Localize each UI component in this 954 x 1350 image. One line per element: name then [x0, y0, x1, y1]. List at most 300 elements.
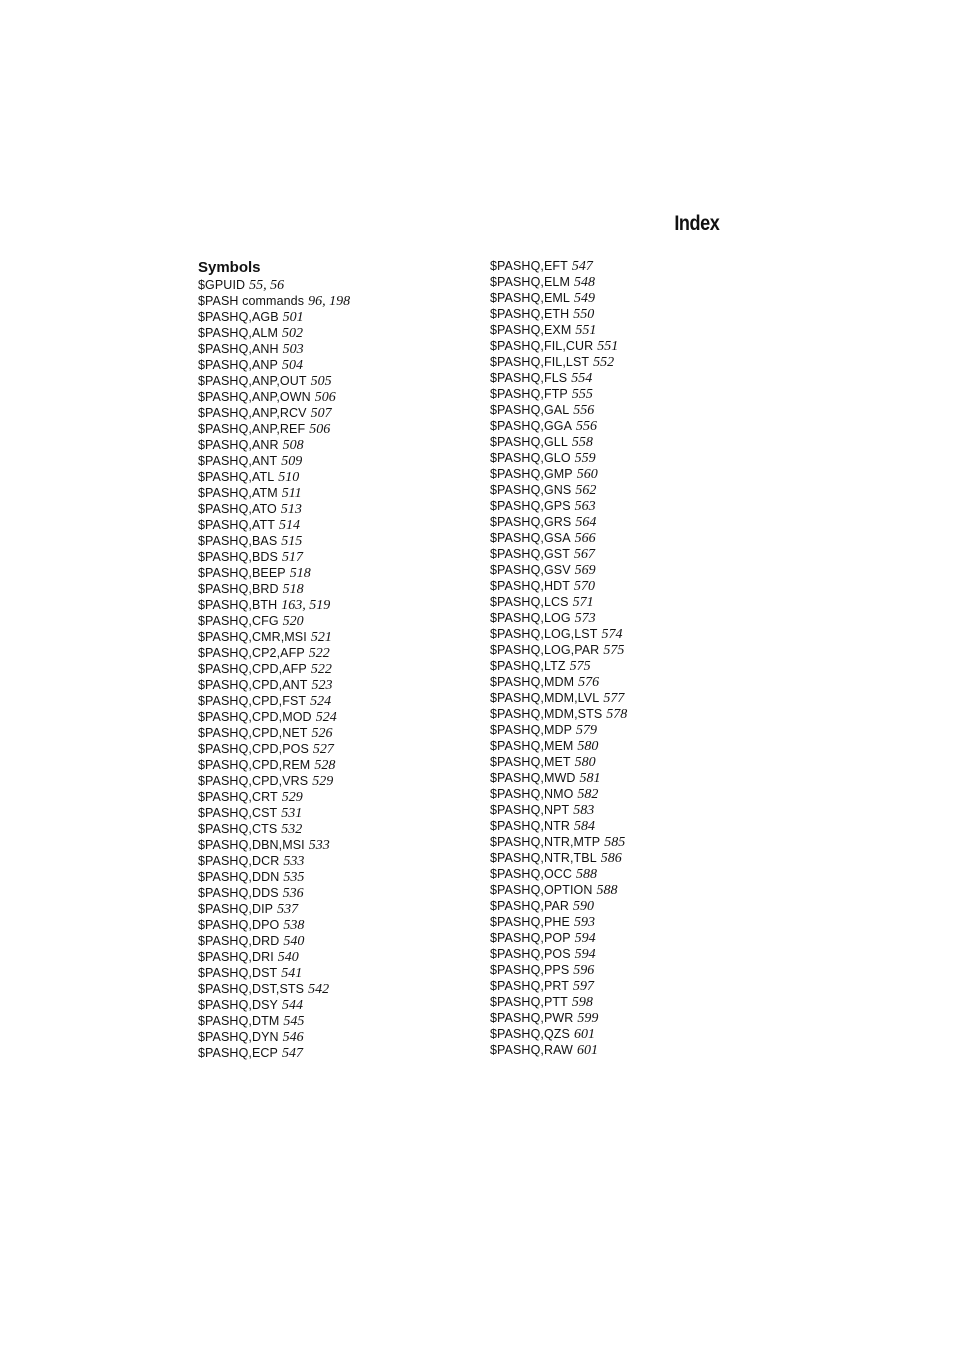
index-entry [198, 901, 458, 917]
index-term: $PASHQ,PPS [490, 963, 570, 977]
index-entry [490, 386, 750, 402]
index-entry [490, 1026, 750, 1042]
index-term: $PASHQ,CPD,POS [198, 742, 309, 756]
index-entry [198, 693, 458, 709]
index-entry [490, 434, 750, 450]
index-term: $PASHQ,BAS [198, 534, 278, 548]
index-entry [198, 661, 458, 677]
index-term: $PASHQ,CPD,FST [198, 694, 307, 708]
index-page-refs: 510 [278, 470, 300, 485]
index-page-refs: 546 [282, 1030, 304, 1045]
index-term: $PASHQ,DYN [198, 1030, 279, 1044]
index-page-refs: 529 [281, 790, 303, 805]
index-entry [490, 418, 750, 434]
section-heading: Symbols [198, 259, 261, 276]
index-page-refs: 524 [315, 710, 337, 725]
index-entry [490, 546, 750, 562]
index-entry [490, 962, 750, 978]
index-term: $PASHQ,DRI [198, 950, 274, 964]
index-term: $PASHQ,GGA [490, 419, 573, 433]
index-entry [490, 738, 750, 754]
index-page-refs: 552 [593, 355, 615, 370]
index-page-refs: 559 [574, 451, 596, 466]
index-term: $PASHQ,ANT [198, 454, 278, 468]
index-entry [198, 789, 458, 805]
index-entry [490, 642, 750, 658]
index-page-refs: 521 [310, 630, 332, 645]
index-term: $PASHQ,GAL [490, 403, 570, 417]
index-page-refs: 544 [281, 998, 303, 1013]
index-page-refs: 575 [603, 643, 625, 658]
index-term: $PASHQ,ALM [198, 326, 278, 340]
index-entry [490, 402, 750, 418]
index-page-refs: 513 [280, 502, 302, 517]
index-page-refs: 577 [603, 691, 625, 706]
index-page-refs: 503 [282, 342, 304, 357]
index-term: $PASHQ,CPD,AFP [198, 662, 307, 676]
index-term: $PASHQ,DST,STS [198, 982, 305, 996]
index-term: $PASHQ,PAR [490, 899, 570, 913]
index-page-refs: 573 [574, 611, 596, 626]
index-term: $PASHQ,CPD,REM [198, 758, 311, 772]
index-entry [198, 453, 458, 469]
index-term: $PASHQ,GRS [490, 515, 572, 529]
index-page-refs: 598 [571, 995, 593, 1010]
index-term: $PASHQ,GNS [490, 483, 572, 497]
index-term: $PASHQ,ANP [198, 358, 278, 372]
index-entry [198, 933, 458, 949]
index-entry [490, 498, 750, 514]
index-term: $PASHQ,CP2,AFP [198, 646, 305, 660]
index-entry [198, 837, 458, 853]
index-term: $PASHQ,QZS [490, 1027, 570, 1041]
index-page-refs: 575 [569, 659, 591, 674]
index-entry [198, 357, 458, 373]
index-entry [490, 770, 750, 786]
index-term: $GPUID [198, 278, 246, 292]
index-term: $PASHQ,ANP,OUT [198, 374, 307, 388]
index-page-refs: 520 [282, 614, 304, 629]
index-page-refs: 514 [278, 518, 300, 533]
index-entry [198, 853, 458, 869]
index-page-refs: 547 [571, 259, 593, 274]
index-page-refs: 596 [573, 963, 595, 978]
index-term: $PASHQ,PRT [490, 979, 570, 993]
index-page-refs: 509 [281, 454, 303, 469]
index-entry [490, 1042, 750, 1058]
index-term: $PASHQ,LTZ [490, 659, 566, 673]
index-page-refs: 563 [574, 499, 596, 514]
index-term: $PASHQ,DBN,MSI [198, 838, 305, 852]
index-entry [490, 786, 750, 802]
index-page-refs: 505 [310, 374, 332, 389]
index-entry [198, 917, 458, 933]
index-entry [198, 741, 458, 757]
index-page-refs: 506 [314, 390, 336, 405]
index-term: $PASHQ,NTR,MTP [490, 835, 601, 849]
index-page-refs: 564 [575, 515, 597, 530]
index-entry [198, 1045, 458, 1061]
index-page-refs: 163, 519 [281, 598, 331, 613]
index-entry [198, 485, 458, 501]
index-page-refs: 55, 56 [249, 278, 285, 293]
index-term: $PASHQ,DCR [198, 854, 280, 868]
index-term: $PASHQ,AGB [198, 310, 279, 324]
index-page-refs: 562 [575, 483, 597, 498]
index-term: $PASHQ,PWR [490, 1011, 574, 1025]
index-entry [198, 757, 458, 773]
index-page-refs: 529 [312, 774, 334, 789]
index-page-refs: 518 [289, 566, 311, 581]
index-term: $PASHQ,GSA [490, 531, 571, 545]
index-page-refs: 601 [573, 1027, 595, 1042]
page-title: Index [673, 212, 719, 235]
index-page-refs: 570 [573, 579, 595, 594]
index-entry-list [490, 258, 750, 1058]
index-term: $PASHQ,NTR,TBL [490, 851, 597, 865]
index-term: $PASHQ,EFT [490, 259, 568, 273]
index-term: $PASHQ,DDN [198, 870, 280, 884]
index-page-refs: 531 [281, 806, 303, 821]
index-page-refs: 569 [574, 563, 596, 578]
index-term: $PASHQ,EML [490, 291, 570, 305]
index-term: $PASHQ,ELM [490, 275, 570, 289]
index-page-refs: 522 [308, 646, 330, 661]
index-entry [490, 658, 750, 674]
index-term: $PASHQ,HDT [490, 579, 570, 593]
index-term: $PASHQ,BTH [198, 598, 278, 612]
index-term: $PASHQ,FLS [490, 371, 568, 385]
index-entry [198, 405, 458, 421]
index-page-refs: 578 [606, 707, 628, 722]
index-term: $PASHQ,MDM,STS [490, 707, 603, 721]
index-term: $PASHQ,ATM [198, 486, 278, 500]
index-entry [490, 754, 750, 770]
index-page-refs: 522 [310, 662, 332, 677]
index-page-refs: 549 [573, 291, 595, 306]
index-page-refs: 585 [604, 835, 626, 850]
index-page-refs: 538 [283, 918, 305, 933]
index-page-refs: 536 [282, 886, 304, 901]
index-page-refs: 554 [571, 371, 593, 386]
index-entry [198, 325, 458, 341]
index-term: $PASHQ,DRD [198, 934, 280, 948]
index-page-refs: 580 [574, 755, 596, 770]
index-page-refs: 518 [282, 582, 304, 597]
index-page-refs: 571 [572, 595, 594, 610]
index-page-refs: 593 [573, 915, 595, 930]
index-term: $PASHQ,ANP,REF [198, 422, 306, 436]
index-term: $PASHQ,FTP [490, 387, 568, 401]
index-page-refs: 586 [600, 851, 622, 866]
index-term: $PASHQ,MWD [490, 771, 576, 785]
index-page-refs: 580 [577, 739, 599, 754]
index-entry [490, 850, 750, 866]
index-page-refs: 511 [281, 486, 302, 501]
index-entry [490, 370, 750, 386]
index-term: $PASHQ,MEM [490, 739, 574, 753]
index-page-refs: 504 [281, 358, 303, 373]
index-entry [198, 517, 458, 533]
index-page-refs: 551 [575, 323, 597, 338]
index-page-refs: 502 [281, 326, 303, 341]
index-term: $PASHQ,LOG,LST [490, 627, 598, 641]
index-page-refs: 560 [576, 467, 598, 482]
index-entry [198, 629, 458, 645]
index-entry [198, 341, 458, 357]
index-entry [490, 690, 750, 706]
index-page-refs: 566 [574, 531, 596, 546]
index-entry [198, 677, 458, 693]
index-term: $PASHQ,MDM [490, 675, 575, 689]
index-page-refs: 501 [282, 310, 304, 325]
index-entry [198, 997, 458, 1013]
index-term: $PASHQ,CRT [198, 790, 278, 804]
index-entry [198, 293, 458, 309]
index-entry [490, 450, 750, 466]
index-page-refs: 588 [596, 883, 618, 898]
index-term: $PASHQ,BRD [198, 582, 279, 596]
index-entry [490, 322, 750, 338]
index-term: $PASHQ,ATO [198, 502, 277, 516]
index-page-refs: 547 [281, 1046, 303, 1061]
index-term: $PASHQ,ATT [198, 518, 275, 532]
index-entry [490, 610, 750, 626]
index-page-refs: 597 [573, 979, 595, 994]
index-term: $PASHQ,CPD,MOD [198, 710, 312, 724]
index-term: $PASH commands [198, 294, 305, 308]
index-page-refs: 542 [308, 982, 330, 997]
index-page-refs: 506 [309, 422, 331, 437]
index-entry [490, 562, 750, 578]
index-entry [490, 914, 750, 930]
index-entry [198, 389, 458, 405]
index-term: $PASHQ,GST [490, 547, 570, 561]
index-entry [490, 674, 750, 690]
index-entry [198, 981, 458, 997]
index-term: $PASHQ,CPD,ANT [198, 678, 308, 692]
index-page-refs: 526 [311, 726, 333, 741]
index-page-refs: 594 [574, 947, 596, 962]
index-term: $PASHQ,DST [198, 966, 278, 980]
index-entry [490, 818, 750, 834]
index-entry [490, 722, 750, 738]
index-page-refs: 515 [281, 534, 303, 549]
index-entry [490, 706, 750, 722]
index-page-refs: 556 [573, 403, 595, 418]
index-entry [490, 258, 750, 274]
index-page-refs: 540 [283, 934, 305, 949]
index-page-refs: 524 [310, 694, 332, 709]
index-entry [198, 565, 458, 581]
index-entry [198, 885, 458, 901]
index-entry [198, 597, 458, 613]
index-term: $PASHQ,MDP [490, 723, 573, 737]
index-entry [198, 725, 458, 741]
index-page-refs: 540 [277, 950, 299, 965]
index-term: $PASHQ,BEEP [198, 566, 286, 580]
index-page-refs: 550 [573, 307, 595, 322]
index-term: $PASHQ,ETH [490, 307, 570, 321]
index-term: $PASHQ,PHE [490, 915, 570, 929]
index-term: $PASHQ,FIL,CUR [490, 339, 594, 353]
index-page-refs: 599 [577, 1011, 599, 1026]
index-entry [198, 501, 458, 517]
index-page-refs: 508 [282, 438, 304, 453]
index-entry [198, 277, 458, 293]
index-term: $PASHQ,ECP [198, 1046, 278, 1060]
index-term: $PASHQ,ANH [198, 342, 279, 356]
index-term: $PASHQ,DIP [198, 902, 274, 916]
index-page-refs: 507 [310, 406, 332, 421]
index-entry [198, 613, 458, 629]
index-term: $PASHQ,EXM [490, 323, 572, 337]
index-page-refs: 555 [571, 387, 593, 402]
index-entry [198, 373, 458, 389]
index-page-refs: 579 [576, 723, 598, 738]
index-entry [198, 437, 458, 453]
index-entry [490, 898, 750, 914]
index-page-refs: 601 [576, 1043, 598, 1058]
index-term: $PASHQ,CPD,VRS [198, 774, 309, 788]
index-page-refs: 517 [281, 550, 303, 565]
index-term: $PASHQ,GPS [490, 499, 571, 513]
index-page-refs: 551 [597, 339, 619, 354]
index-page-refs: 576 [578, 675, 600, 690]
index-term: $PASHQ,ATL [198, 470, 275, 484]
index-term: $PASHQ,LOG [490, 611, 571, 625]
index-term: $PASHQ,OPTION [490, 883, 593, 897]
index-term: $PASHQ,POP [490, 931, 571, 945]
index-page-refs: 558 [571, 435, 593, 450]
index-page-refs: 528 [314, 758, 336, 773]
index-term: $PASHQ,RAW [490, 1043, 573, 1057]
index-entry [490, 594, 750, 610]
index-term: $PASHQ,NPT [490, 803, 570, 817]
index-entry-list [198, 277, 458, 1061]
index-term: $PASHQ,ANP,OWN [198, 390, 311, 404]
index-term: $PASHQ,CMR,MSI [198, 630, 307, 644]
index-page-refs: 541 [281, 966, 303, 981]
index-term: $PASHQ,ANP,RCV [198, 406, 307, 420]
index-term: $PASHQ,POS [490, 947, 571, 961]
index-term: $PASHQ,DTM [198, 1014, 280, 1028]
index-page-refs: 581 [579, 771, 601, 786]
index-page-refs: 556 [576, 419, 598, 434]
index-entry [490, 802, 750, 818]
index-entry [490, 466, 750, 482]
index-term: $PASHQ,GMP [490, 467, 573, 481]
index-page-refs: 588 [576, 867, 598, 882]
index-entry [198, 949, 458, 965]
index-entry [198, 421, 458, 437]
index-entry [490, 978, 750, 994]
index-page-refs: 523 [311, 678, 333, 693]
index-term: $PASHQ,DSY [198, 998, 278, 1012]
index-entry [490, 1010, 750, 1026]
index-term: $PASHQ,CPD,NET [198, 726, 308, 740]
index-term: $PASHQ,DPO [198, 918, 280, 932]
index-term: $PASHQ,ANR [198, 438, 279, 452]
index-page-refs: 548 [573, 275, 595, 290]
index-entry [198, 549, 458, 565]
index-entry [198, 533, 458, 549]
index-page-refs: 96, 198 [308, 294, 351, 309]
index-column-left [198, 258, 458, 1061]
index-entry [490, 338, 750, 354]
index-page-refs: 532 [281, 822, 303, 837]
index-term: $PASHQ,NTR [490, 819, 570, 833]
index-entry [490, 482, 750, 498]
index-page-refs: 590 [573, 899, 595, 914]
index-column-right [490, 258, 750, 1058]
index-term: $PASHQ,GSV [490, 563, 571, 577]
index-entry [490, 514, 750, 530]
index-entry [198, 965, 458, 981]
index-page-refs: 527 [312, 742, 334, 757]
index-term: $PASHQ,CFG [198, 614, 279, 628]
index-entry [198, 773, 458, 789]
index-entry [490, 834, 750, 850]
index-entry [198, 1013, 458, 1029]
index-entry [198, 645, 458, 661]
index-term: $PASHQ,PTT [490, 995, 568, 1009]
index-term: $PASHQ,CST [198, 806, 278, 820]
index-term: $PASHQ,GLL [490, 435, 568, 449]
index-term: $PASHQ,NMO [490, 787, 574, 801]
index-page-refs: 535 [283, 870, 305, 885]
index-entry [490, 306, 750, 322]
index-entry [198, 469, 458, 485]
index-term: $PASHQ,GLO [490, 451, 571, 465]
index-entry [490, 274, 750, 290]
index-entry [490, 354, 750, 370]
index-entry [490, 578, 750, 594]
index-page-refs: 545 [283, 1014, 305, 1029]
index-term: $PASHQ,LOG,PAR [490, 643, 600, 657]
index-entry [490, 530, 750, 546]
index-term: $PASHQ,CTS [198, 822, 278, 836]
index-entry [198, 869, 458, 885]
index-page-refs: 533 [283, 854, 305, 869]
index-term: $PASHQ,LCS [490, 595, 569, 609]
index-page-refs: 583 [573, 803, 595, 818]
index-term: $PASHQ,MDM,LVL [490, 691, 600, 705]
index-page-refs: 584 [573, 819, 595, 834]
index-entry [198, 805, 458, 821]
index-entry [490, 946, 750, 962]
index-page-refs: 574 [601, 627, 623, 642]
index-entry [198, 821, 458, 837]
index-entry [198, 709, 458, 725]
index-entry [198, 309, 458, 325]
index-term: $PASHQ,MET [490, 755, 571, 769]
index-entry [490, 994, 750, 1010]
index-term: $PASHQ,FIL,LST [490, 355, 590, 369]
index-entry [198, 1029, 458, 1045]
index-page-refs: 582 [577, 787, 599, 802]
index-entry [490, 930, 750, 946]
index-entry [490, 626, 750, 642]
index-page-refs: 537 [277, 902, 299, 917]
index-page-refs: 594 [574, 931, 596, 946]
index-entry [490, 882, 750, 898]
index-page-refs: 533 [308, 838, 330, 853]
index-term: $PASHQ,OCC [490, 867, 573, 881]
index-page-refs: 567 [573, 547, 595, 562]
index-term: $PASHQ,DDS [198, 886, 279, 900]
index-entry [490, 866, 750, 882]
